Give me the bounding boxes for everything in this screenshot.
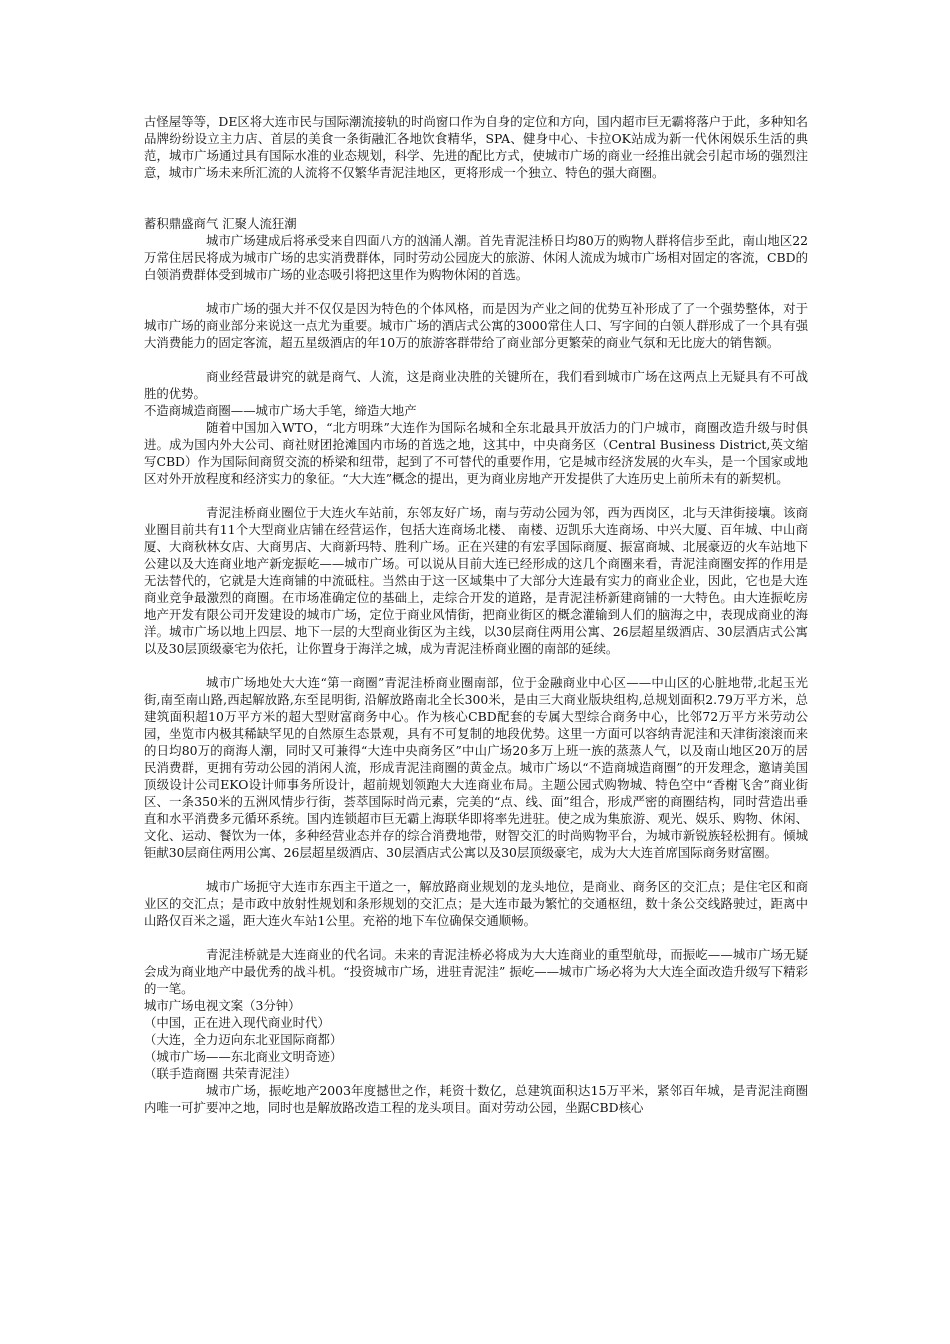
tv-script-line-2: （大连，全力迈向东北亚国际商都） [144, 1032, 343, 1047]
document-page [144, 113, 808, 1116]
spacer [144, 487, 808, 504]
paragraph-crowd: 城市广场建成后将承受来自四面八方的汹涌人潮。首先青泥洼桥日均80万的购物人群将信步至此，南山地区22万常住居民将成为城市广场的忠实消费群体，同时劳动公园庞大的旅游、休闲人流成为城市广场相对固定的客流，CBD的白领消费群体受到城市广场的业态吸引将把这里作为购物休闲的首选。 [144, 233, 808, 282]
spacer [144, 198, 808, 215]
tv-script-line-3: （城市广场——东北商业文明奇迹） [144, 1049, 343, 1064]
paragraph-future: 青泥洼桥就是大连商业的代名词。未来的青泥洼桥必将成为大大连商业的重型航母，而振屹——城市广场无疑会成为商业地产中最优秀的战斗机。“投资城市广场，进驻青泥洼” 振屹——城市广场必将为大大连全面改造升级写下精彩的一笔。 [144, 947, 808, 996]
spacer [144, 351, 808, 368]
paragraph-advantage: 商业经营最讲究的就是商气、人流，这是商业决胜的关键所在，我们看到城市广场在这两点上无疑具有不可战胜的优势。 [144, 369, 808, 401]
spacer [144, 861, 808, 878]
spacer [144, 181, 808, 198]
tv-script-line-4: （联手造商圈 共荣青泥洼） [144, 1066, 297, 1081]
paragraph-commercial-circle: 青泥洼桥商业圈位于大连火车站前，东邻友好广场，南与劳动公园为邻，西为西岗区，北与天津街接壤。该商业圈目前共有11个大型商业店铺在经营运作，包括大连商场北楼、 南楼、迈凯乐大连商场、中兴大厦、百年城、中山商厦、大商秋林女店、大商男店、大商新玛特、胜利广场。正在兴建的有宏孚国际商厦、振富商城、北展豪迈的火车站地下公建以及大连商业地产新宠振屹——城市广场。可以说从目前大连已经形成的这几个商圈来看，青泥洼商圈安挥的作用是无法替代的，它就是大连商铺的中流砥柱。当然由于这一区域集中了大部分大连最有实力的商业企业，因此，它也是大连商业竞争最激烈的商圈。在市场准确定位的基础上，走综合开发的道路，是青泥洼桥新建商铺的一大特色。由大连振屹房地产开发有限公司开发建设的城市广场，定位于商业风情街，把商业街区的概念灌输到人们的脑海之中，表现成商业的海洋。城市广场以地上四层、地下一层的大型商业街区为主线，以30层商住两用公寓、26层超星级酒店、30层酒店式公寓以及30层顶级豪宅为依托，让你置身于海洋之城，成为青泥洼桥商业圈的南部的延续。 [144, 505, 808, 656]
spacer [144, 929, 808, 946]
paragraph-intro: 古怪屋等等，DE区将大连市民与国际潮流接轨的时尚窗口作为自身的定位和方向，国内超市巨无霸将落户于此，多种知名品牌纷纷设立主力店、首层的美食一条街融汇各地饮食精华，SPA、健身中心、卡拉OK站成为新一代休闲娱乐生活的典范，城市广场通过具有国际水准的业态规划，科学、先进的配比方式，使城市广场的商业一经推出就会引起市场的强烈注意，城市广场未来所汇流的人流将不仅繁华青泥洼地区，更将形成一个独立、特色的强大商圈。 [144, 114, 808, 180]
section-heading-3: 城市广场电视文案（3分钟） [144, 998, 301, 1013]
section-heading-1: 蓄积鼎盛商气 汇聚人流狂潮 [144, 216, 297, 231]
paragraph-project: 城市广场，振屹地产2003年度撼世之作，耗资十数亿，总建筑面积达15万平米，紧邻百年城，是青泥洼商圈内唯一可扩要冲之地，同时也是解放路改造工程的龙头项目。面对劳动公园，坐踞CBD核心 [144, 1083, 808, 1115]
paragraph-strength: 城市广场的强大并不仅仅是因为特色的个体风格，而是因为产业之间的优势互补形成了了一个强势整体，对于城市广场的商业部分来说这一点尤为重要。城市广场的酒店式公寓的3000常住人口、写字间的白领人群形成了一个具有强大消费能力的固定客流，超五星级酒店的年10万的旅游客群带给了商业部分更繁荣的商业气氛和无比庞大的销售额。 [144, 301, 808, 350]
section-heading-2: 不造商城造商圈——城市广场大手笔，缔造大地产 [144, 403, 417, 418]
tv-script-line-1: （中国，正在进入现代商业时代） [144, 1015, 330, 1030]
spacer [144, 283, 808, 300]
paragraph-wto: 随着中国加入WTO，“北方明珠”大连作为国际名城和全东北最具开放活力的门户城市，商圈改造升级与时俱进。成为国内外大公司、商社财团抢滩国内市场的首选之地，这其中，中央商务区（Central Business District,英文缩写CBD）作为国际间商贸交流的桥梁和纽带，起到了不可替代的重要作用，它是城市经济发展的火车头，是一个国家或地区对外开放程度和经济实力的象征。“大大连”概念的提出，更为商业房地产开发提供了大连历史上前所未有的新契机。 [144, 420, 808, 486]
paragraph-traffic: 城市广场扼守大连市东西主干道之一，解放路商业规划的龙头地位，是商业、商务区的交汇点；是住宅区和商业区的交汇点；是市政中放射性规划和条形规划的交汇点；是大连市最为繁忙的交通枢纽，数十条公交线路驶过，距离中山路仅百米之遥，距大连火车站1公里。充裕的地下车位确保交通顺畅。 [144, 879, 808, 928]
paragraph-location: 城市广场地处大大连“第一商圈”青泥洼桥商业圈南部，位于金融商业中心区——中山区的心脏地带,北起玉光街,南至南山路,西起解放路,东至昆明街, 沿解放路南北全长300米，是由三大商业版块组构,总规划面积2.79万平方米，总建筑面积超10万平方米的超大型财富商务中心。作为核心CBD配套的专属大型综合商务中心，比邻72万平方米劳动公园，坐览市内极其稀缺罕见的自然原生态景观，具有不可复制的地段优势。这里一方面可以容纳青泥洼和天津街滚滚而来的日均80万的商海人潮，同时又可兼得“大连中央商务区”中山广场20多万上班一族的蒸蒸人气，以及南山地区20万的居民消费群，更拥有劳动公园的消闲人流，形成青泥洼商圈的黄金点。城市广场以“不造商城造商圈”的开发理念，邀请美国顶级设计公司EKO设计师事务所设计，超前规划领跑大大连商业布局。主题公园式购物城、特色空中“香榭飞舍”商业街区、一条350米的五洲风情步行街，荟萃国际时尚元素，完美的“点、线、面”组合，形成严密的商圈结构，同时营造出垂直和水平消费多元循环系统。国内连锁超市巨无霸上海联华即将率先进驻。使之成为集旅游、观光、娱乐、购物、休闲、文化、运动、餐饮为一体，多种经营业态并存的综合消费地带，财智交汇的时尚购物平台，为城市新锐族轻松拥有。倾城钜献30层商住两用公寓、26层超星级酒店、30层酒店式公寓以及30层顶级豪宅，成为大大连首席国际商务财富圈。 [144, 675, 808, 860]
spacer [144, 657, 808, 674]
